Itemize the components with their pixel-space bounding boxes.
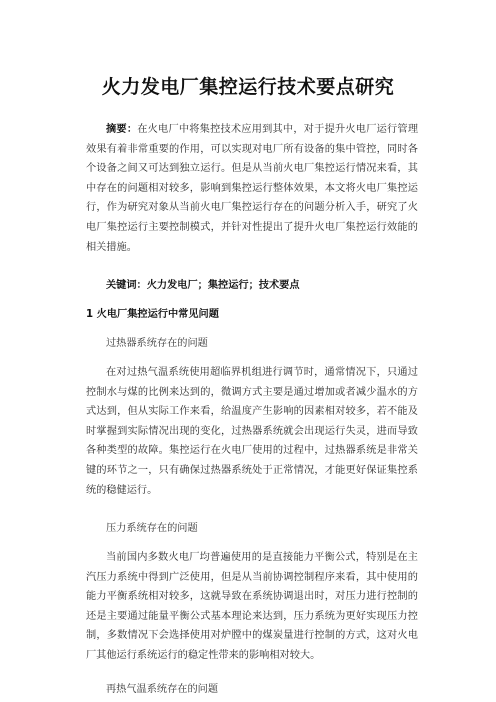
abstract-text: 在火电厂中将集控技术应用到其中，对于提升火电厂运行管理效果有着非常重要的作用，可以实现对电厂所有设备的集中管控，同时各个设备之间又可达到独立运行。但是从当前火电厂集控运行情况来看，其中存在的问题相对较多，影响到集控运行整体效果，本文将火电厂集控运行，作为研究对象从当前火电厂集控运行存在的问题分析入手，研究了火电厂集控运行主要控制模式，并针对性提出了提升火电厂集控运行效能的相关措施。 (86, 124, 419, 253)
keywords-line: 关键词：火力发电厂；集控运行；技术要点 (106, 280, 300, 291)
pressure-paragraph: 当前国内多数火电厂均普遍使用的是直接能力平衡公式，特别是在主汽压力系统中得到广泛使用，但是从当前协调控制程序来看，其中使用的能力平衡系统相对较多，这就导致在系统协调退出时，对压力进行控制的还是主要通过能量平衡公式基本理论来达到，压力系统为更好实现压力控制，多数情况下会选择使用对炉膛中的煤炭量进行控制的方式，这对火电厂其他运行系统运行的稳定性带来的影响相对较大。 (86, 552, 418, 661)
subsection-title-superheater: 过热器系统存在的问题 (106, 338, 208, 349)
subsection-title-pressure: 压力系统存在的问题 (106, 523, 198, 534)
abstract-label: 摘要： (106, 124, 138, 135)
superheater-paragraph: 在对过热气温系统使用超临界机组进行调节时，通常情况下，只通过控制水与煤的比例来达到的，微调方式主要是通过增加或者减少温水的方式达到，但从实际工作来看，给温度产生影响的因素相对较多，若不能及时掌握到实际情况出现的变化，过热器系统就会出现运行失灵，进而导致各种类型的故障。集控运行在火电厂使用的过程中，过热器系统是非常关键的环节之一，只有确保过热器系统处于正常情况，才能更好保证集控系统的稳健运行。 (86, 367, 418, 496)
page-title: 火力发电厂集控运行技术要点研究 (101, 76, 395, 98)
abstract-paragraph (86, 120, 418, 257)
subsection-title-reheat: 再热气温系统存在的问题 (106, 684, 219, 695)
section-heading-1: 1 火电厂集控运行中常见问题 (86, 309, 219, 320)
